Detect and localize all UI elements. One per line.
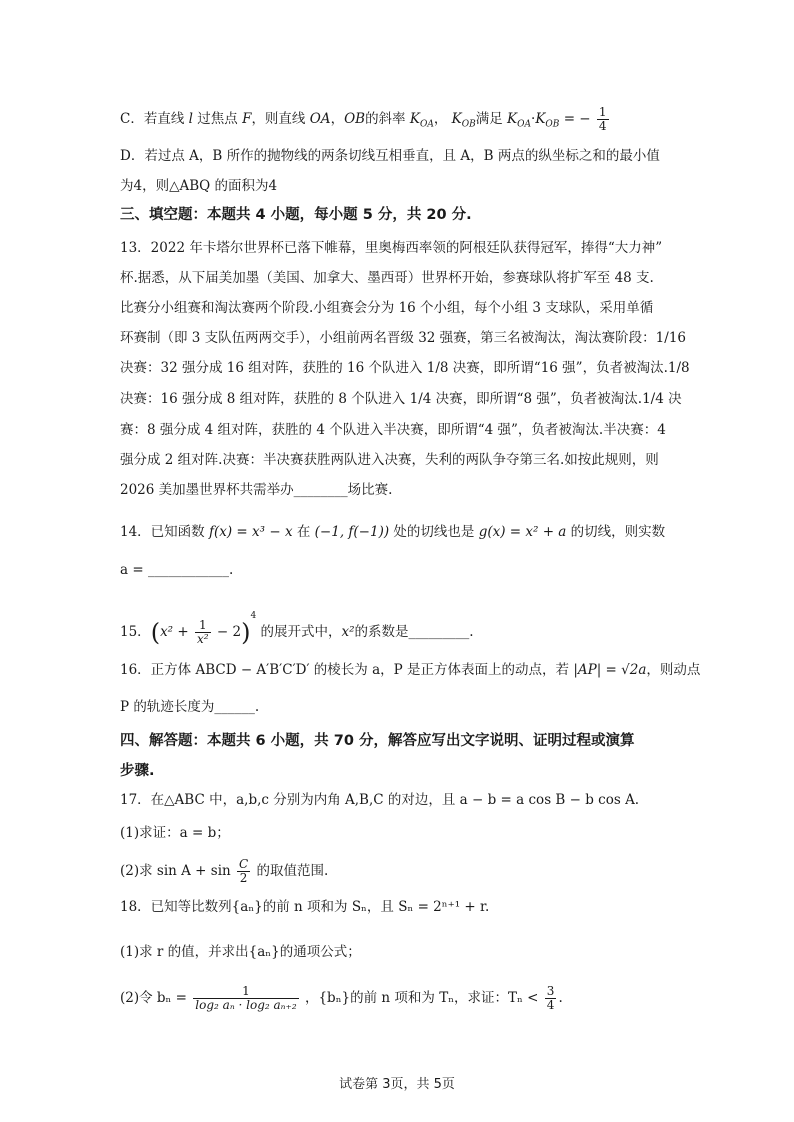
q15-fraction: [195, 619, 211, 646]
q16-line1: [120, 660, 700, 680]
q15-line: [120, 606, 474, 646]
q18-line2: (1)求 r 的值，并求出{aₙ}的通项公式；: [120, 944, 361, 960]
option-c-t6: 满足: [475, 111, 503, 127]
option-c-fraction: [597, 106, 609, 133]
page-footer: 试卷第 3页，共 5页: [339, 1077, 455, 1092]
q18-line3-c: .: [558, 990, 563, 1006]
q13-line: 强分成 2 组对阵.决赛：半决赛获胜两队进入决赛，失利的两队争夺第三名.如按此规则，则: [120, 452, 659, 468]
q13-line: 2026 美加墨世界杯共需举办________场比赛.: [120, 482, 393, 498]
q13-line: 环赛制（即 3 支队伍两两交手），小组前两名晋级 32 强赛，第三名被淘汰，淘汰赛阶段：1/16: [120, 330, 686, 346]
q18-line3-a: (2)令 bₙ =: [120, 990, 187, 1006]
q14-b: 在: [296, 524, 311, 540]
option-c-F: F: [242, 111, 252, 127]
q13-line: 杯.据悉，从下届美加墨（美国、加拿大、墨西哥）世界杯开始，参赛球队将扩军至 48 支.: [120, 270, 654, 286]
q18-fraction: [193, 985, 298, 1012]
option-c-k1: K: [409, 111, 420, 127]
option-c-eq: = −: [563, 111, 591, 127]
option-c-k4: K: [535, 111, 546, 127]
option-c-t1: 过焦点: [197, 111, 238, 127]
q15-exp: 4: [250, 611, 257, 621]
q17-den: 2: [239, 871, 248, 885]
option-c-oa: OA: [309, 111, 331, 127]
option-c-sub-ob2: OB: [545, 119, 560, 130]
q17-line3-b: 的取值范围.: [256, 863, 329, 879]
q14-gx: g(x) = x² + a: [478, 524, 567, 540]
q18-line3: [120, 985, 563, 1012]
option-c-ob: OB: [344, 111, 366, 127]
section3-title: 三、填空题：本题共 4 小题，每小题 5 分，共 20 分.: [120, 207, 472, 223]
q14-line2: a = ____________.: [120, 562, 234, 578]
option-d-line1: D．若过点 A，B 所作的抛物线的两条切线互相垂直，且 A，B 两点的纵坐标之和的最小值: [120, 148, 660, 164]
q15-x2: x²: [341, 624, 355, 640]
q14-c: 处的切线也是: [393, 524, 475, 540]
q13-line: 决赛：16 强分成 8 组对阵，获胜的 8 个队进入 1/4 决赛，即所谓“8 强”，负者被淘汰.1/4 决: [120, 391, 682, 407]
q13-line: 赛：8 强分成 4 组对阵，获胜的 4 个队进入半决赛，即所谓“4 强”，负者被淘汰.半决赛：4: [120, 422, 666, 438]
q16-ap: |AP| = √2a: [573, 662, 647, 678]
q18-den: log₂ aₙ · log₂ aₙ₊₂: [195, 998, 297, 1012]
section4-title-line2: 步骤.: [120, 763, 155, 779]
q15-inner: x² +: [160, 624, 189, 640]
q17-line3: [120, 858, 328, 885]
q17-num: C: [239, 857, 249, 871]
option-c-den: 4: [598, 119, 607, 133]
option-c-num: 1: [598, 105, 607, 119]
q15-num: 1: [195, 619, 211, 633]
q15-c: 的系数是_________.: [354, 624, 474, 640]
option-c-k2: K: [451, 111, 462, 127]
q13-line: 比赛分小组赛和淘汰赛两个阶段.小组赛会分为 16 个小组，每个小组 3 支球队，采用单循: [120, 300, 654, 316]
option-c-sub-oa: OA: [419, 119, 434, 130]
option-c-t3: ，: [330, 111, 345, 127]
q15-rparen: ): [241, 618, 251, 647]
q17-fraction: [237, 858, 250, 885]
q18-num2: 3: [546, 984, 555, 998]
q15-lparen: (: [150, 618, 161, 647]
q16-line1-b: ，则动点: [646, 662, 701, 678]
q18-line3-b: ，{bₙ}的前 n 项和为 Tₙ，求证：Tₙ <: [304, 990, 539, 1006]
q18-den2: 4: [546, 998, 555, 1012]
option-c-sub-oa2: OA: [517, 119, 532, 130]
q16-line1-a: 16．正方体 ABCD − A′B′C′D′ 的棱长为 a，P 是正方体表面上的动点，若: [120, 662, 570, 678]
q14-fx: f(x) = x³ − x: [208, 524, 293, 540]
q15-den: x²: [197, 632, 209, 646]
q14-point: (−1, f(−1)): [314, 524, 390, 540]
q17-line2: (1)求证：a = b；: [120, 825, 230, 841]
option-c-t4: 的斜率: [365, 111, 406, 127]
option-c-sub-ob: OB: [461, 119, 476, 130]
q13-line: 13．2022 年卡塔尔世界杯已落下帷幕，里奥梅西率领的阿根廷队获得冠军，捧得“大力神”: [120, 240, 663, 256]
option-c-t2: ，则直线: [251, 111, 306, 127]
q14-d: 的切线，则实数: [570, 524, 666, 540]
q16-line2: P 的轨迹长度为______.: [120, 699, 260, 715]
option-d-line2: 为4，则△ABQ 的面积为4: [120, 178, 278, 194]
q15-a: 15．: [120, 624, 151, 640]
section4-title-line1: 四、解答题：本题共 6 小题，共 70 分，解答应写出文字说明、证明过程或演算: [120, 733, 635, 749]
q14-line1: [120, 522, 665, 542]
q18-num: 1: [193, 985, 298, 999]
option-c: C．若直线 l 过焦点 F，则直线 OA，OB的斜率 $K_{OA}$， $K_{OB}$满足 $K_{OA}\cdot K_{OB}$ = − $\frac{1}{4}$: [120, 105, 607, 133]
q18-fraction2: [545, 985, 557, 1012]
q13-line: 决赛：32 强分成 16 组对阵，获胜的 16 个队进入 1/8 决赛，即所谓“16 强”，负者被淘汰.1/8: [120, 360, 690, 376]
q15-b: 的展开式中，: [260, 624, 342, 640]
q17-line1: 17．在△ABC 中，a,b,c 分别为内角 A,B,C 的对边，且 a − b = a cos B − b cos A.: [120, 792, 640, 808]
q14-a: 14．已知函数: [120, 524, 205, 540]
option-c-k3: K: [507, 111, 518, 127]
option-c-t5: ，: [433, 111, 448, 127]
option-c-l: l: [188, 111, 193, 127]
q18-line1: 18．已知等比数列{aₙ}的前 n 项和为 Sₙ，且 Sₙ = 2ⁿ⁺¹ + r.: [120, 899, 490, 915]
q15-tail: − 2: [216, 624, 242, 640]
q17-line3-a: (2)求 sin A + sin: [120, 863, 231, 879]
option-c-prefix: C．若直线: [120, 111, 185, 127]
